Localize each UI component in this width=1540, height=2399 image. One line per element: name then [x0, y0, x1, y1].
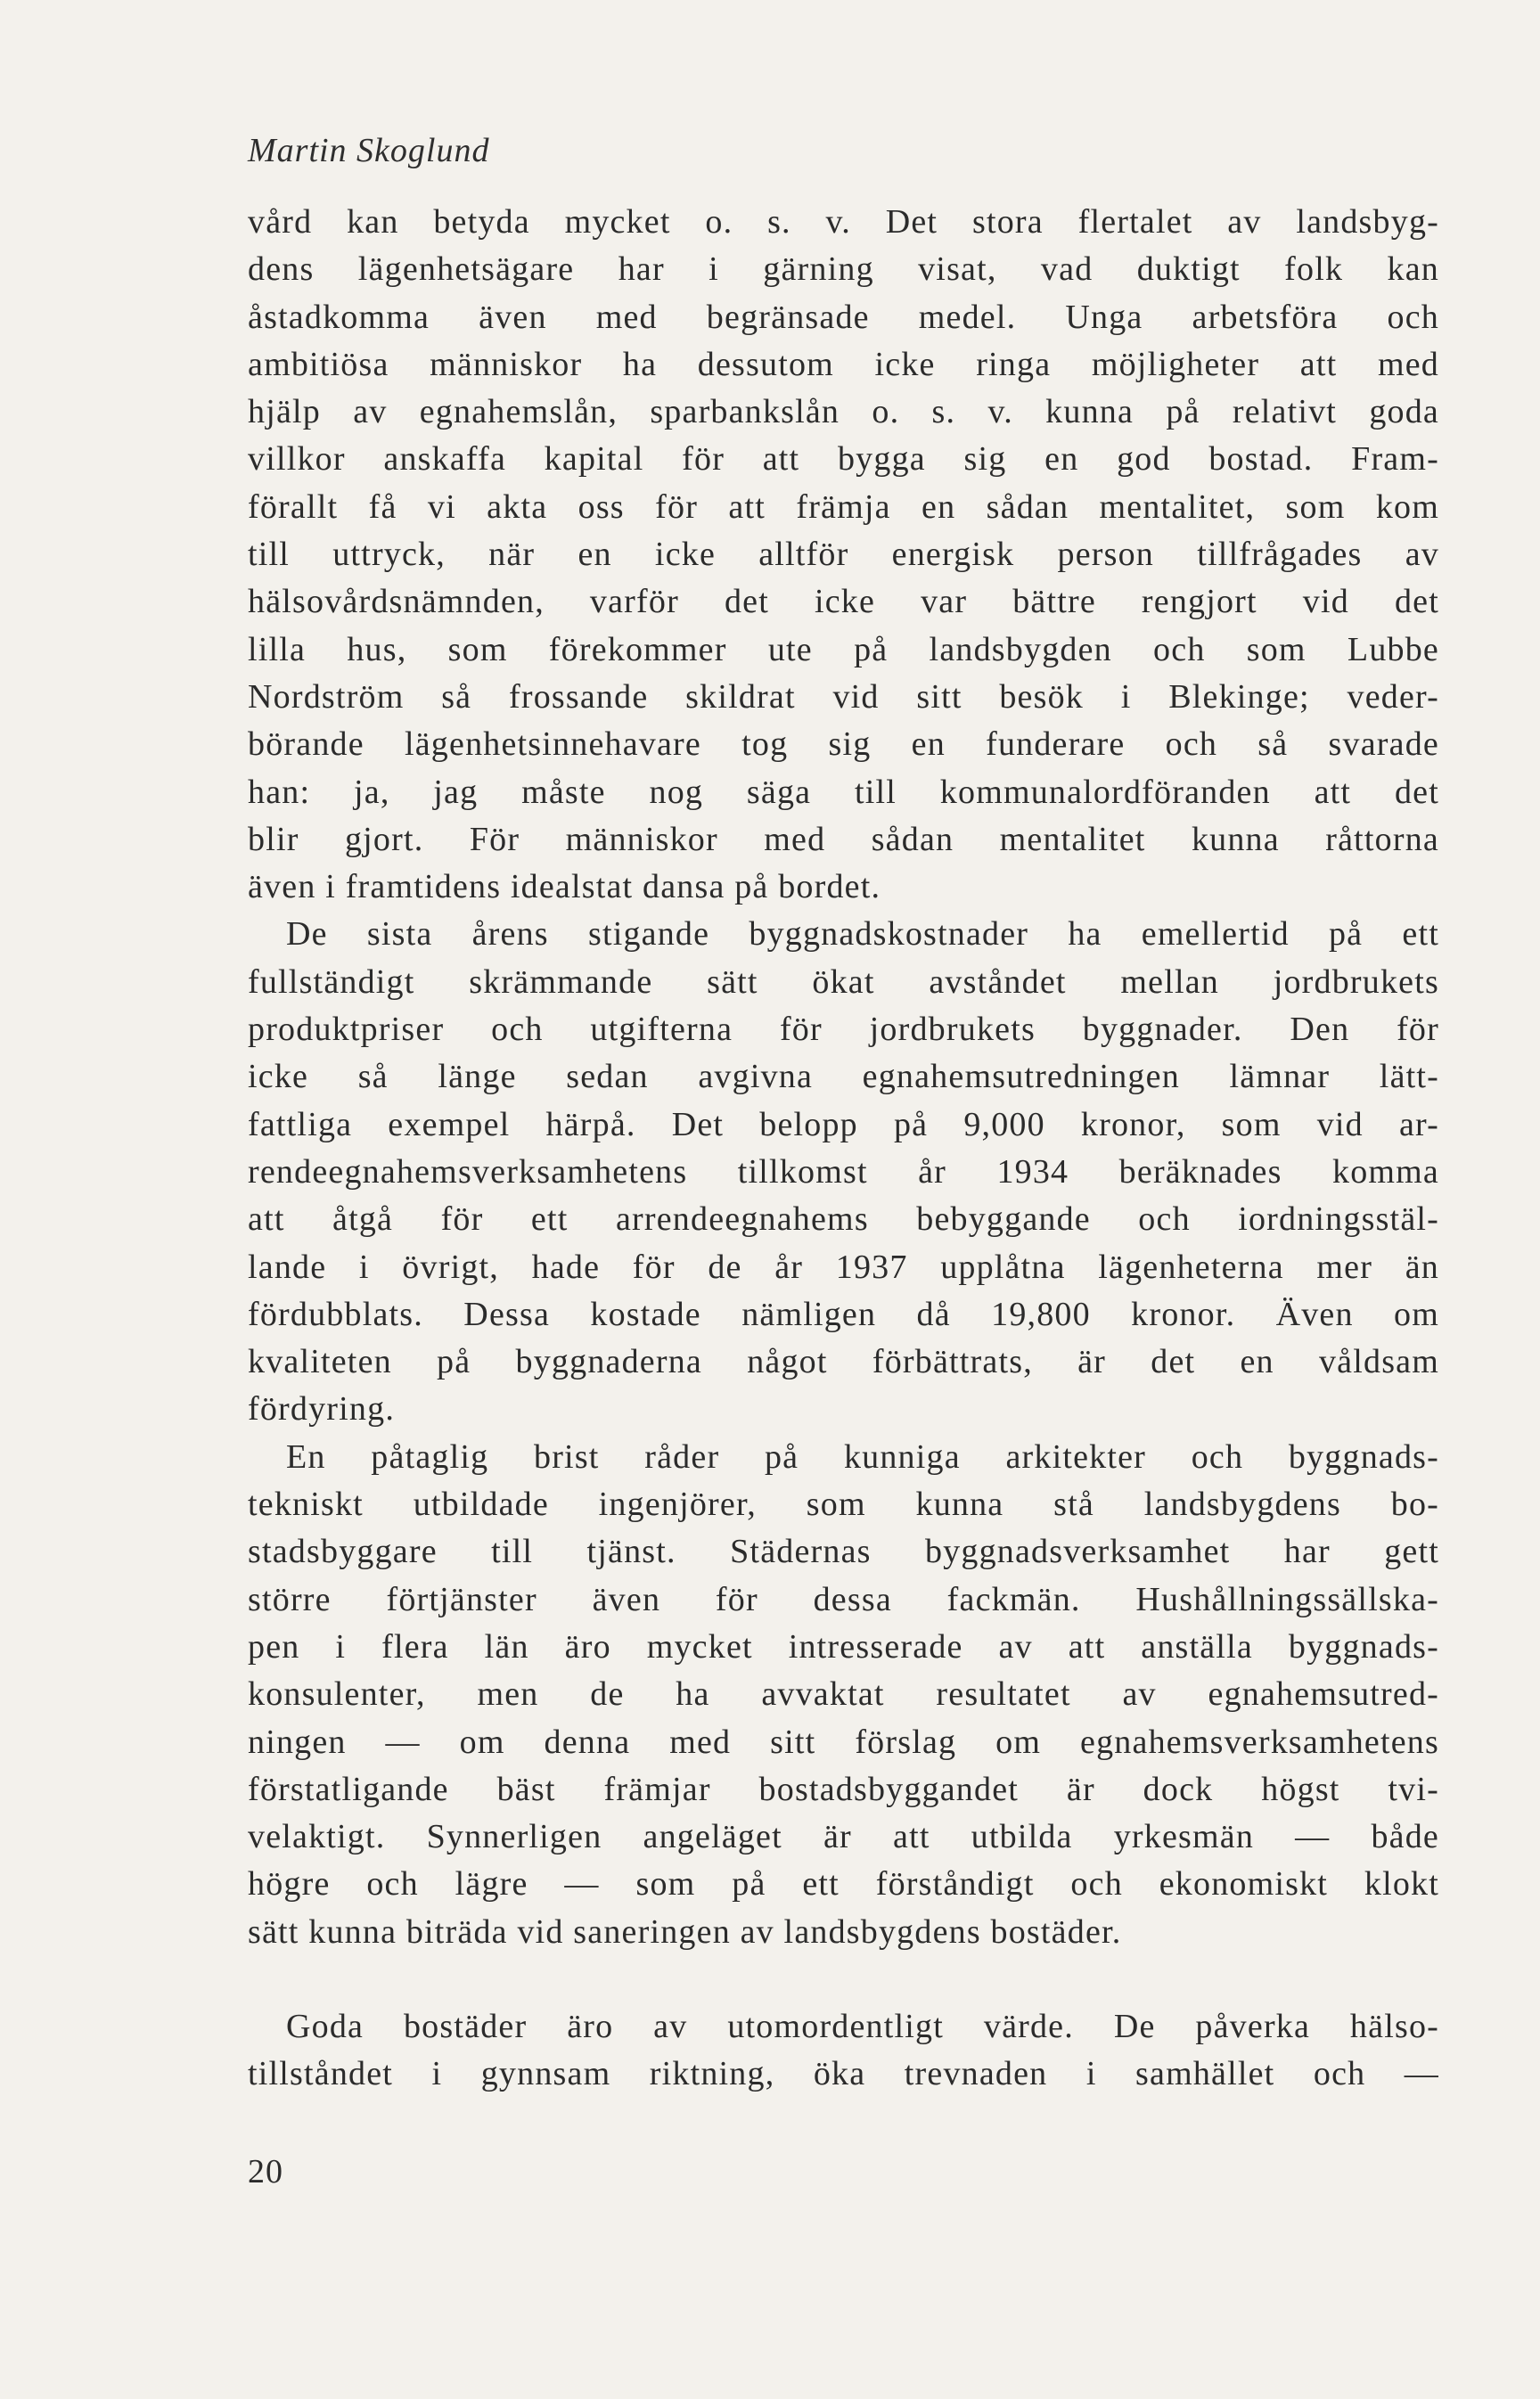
- text-line: rendeegnahemsverksamhetens tillkomst år 1934 beräknades komma: [248, 1152, 1439, 1191]
- text-line: fördyring.: [248, 1390, 396, 1429]
- text-line: pen i flera län äro mycket intresserade av att anställa byggnads-: [248, 1627, 1439, 1666]
- text-line: icke så länge sedan avgivna egnahemsutredningen lämnar lätt-: [248, 1058, 1439, 1096]
- text-line: även i framtidens idealstat dansa på bordet.: [248, 868, 881, 906]
- text-line: börande lägenhetsinnehavare tog sig en funderare och så svarade: [248, 725, 1439, 764]
- text-line: sätt kunna biträda vid saneringen av landsbygdens bostäder.: [248, 1912, 1122, 1951]
- text-line: stadsbyggare till tjänst. Städernas byggnadsverksamhet har gett: [248, 1533, 1439, 1571]
- text-line: tillståndet i gynnsam riktning, öka trevnaden i samhället och —: [248, 2055, 1439, 2093]
- text-line: velaktigt. Synnerligen angeläget är att utbilda yrkesmän — både: [248, 1818, 1439, 1856]
- paragraph-gap: [248, 1956, 1439, 2003]
- text-line: fördubblats. Dessa kostade nämligen då 19,800 kronor. Även om: [248, 1295, 1439, 1333]
- text-line: fullständigt skrämmande sätt ökat avståndet mellan jordbrukets: [248, 962, 1439, 1001]
- paragraph: [248, 1434, 1439, 1956]
- text-line: fattliga exempel härpå. Det belopp på 9,000 kronor, som vid ar-: [248, 1105, 1439, 1143]
- text-line: ningen — om denna med sitt förslag om egnahemsverksamhetens: [248, 1723, 1439, 1761]
- text-line: Nordström så frossande skildrat vid sitt besök i Blekinge; veder-: [248, 677, 1439, 716]
- page-number: 20: [248, 2153, 283, 2190]
- paragraph: [248, 199, 1439, 911]
- text-line: att åtgå för ett arrendeegnahems bebyggande och iordningsstäl-: [248, 1200, 1439, 1239]
- text-line: villkor anskaffa kapital för att bygga sig en god bostad. Fram-: [248, 440, 1439, 479]
- text-line: tekniskt utbildade ingenjörer, som kunna stå landsbygdens bo-: [248, 1486, 1439, 1524]
- text-line: De sista årens stigande byggnadskostnader ha emellertid på ett: [286, 915, 1439, 954]
- text-line: lande i övrigt, hade för de år 1937 upplåtna lägenheterna mer än: [248, 1248, 1439, 1286]
- text-line: konsulenter, men de ha avvaktat resultatet av egnahemsutred-: [248, 1675, 1439, 1714]
- text-line: förallt få vi akta oss för att främja en sådan mentalitet, som kom: [248, 487, 1439, 526]
- text-line: större förtjänster även för dessa fackmän. Hushållningssällska-: [248, 1580, 1439, 1618]
- text-line: högre och lägre — som på ett förståndigt och ekonomiskt klokt: [248, 1865, 1439, 1904]
- text-line: dens lägenhetsägare har i gärning visat, vad duktigt folk kan: [248, 250, 1439, 289]
- text-line: vård kan betyda mycket o. s. v. Det stora flertalet av landsbyg-: [248, 203, 1439, 241]
- text-line: produktpriser och utgifterna för jordbrukets byggnader. Den för: [248, 1011, 1439, 1049]
- text-line: till uttryck, när en icke alltför energisk person tillfrågades av: [248, 536, 1439, 574]
- text-line: hälsovårdsnämnden, varför det icke var bättre rengjort vid det: [248, 583, 1439, 621]
- text-line: ambitiösa människor ha dessutom icke ringa möjligheter att med: [248, 345, 1439, 383]
- text-line: hjälp av egnahemslån, sparbankslån o. s. v. kunna på relativt goda: [248, 393, 1439, 431]
- running-head-author: Martin Skoglund: [248, 132, 490, 169]
- paragraph: [248, 2003, 1439, 2099]
- text-line: Goda bostäder äro av utomordentligt värde. De påverka hälso-: [286, 2007, 1439, 2045]
- text-line: En påtaglig brist råder på kunniga arkitekter och byggnads-: [286, 1437, 1439, 1476]
- text-line: han: ja, jag måste nog säga till kommunalordföranden att det: [248, 773, 1439, 811]
- text-line: lilla hus, som förekommer ute på landsbygden och som Lubbe: [248, 630, 1439, 668]
- text-line: blir gjort. För människor med sådan mentalitet kunna råttorna: [248, 820, 1439, 858]
- body-text: [248, 199, 1439, 2099]
- paragraph: [248, 911, 1439, 1433]
- text-line: åstadkomma även med begränsade medel. Unga arbetsföra och: [248, 298, 1439, 336]
- text-line: kvaliteten på byggnaderna något förbättrats, är det en våldsam: [248, 1343, 1439, 1381]
- text-line: förstatligande bäst främjar bostadsbyggandet är dock högst tvi-: [248, 1770, 1439, 1808]
